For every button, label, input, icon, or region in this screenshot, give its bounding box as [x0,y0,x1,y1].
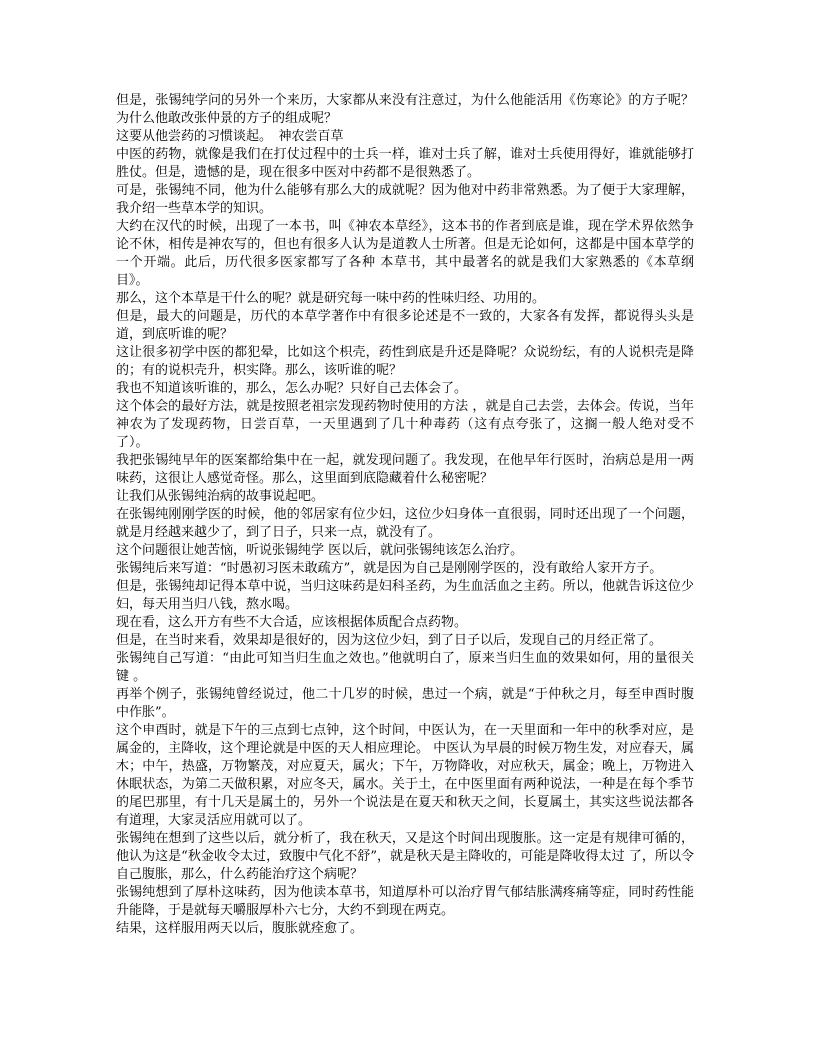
paragraph: 这个申酉时，就是下午的三点到七点钟，这个时间，中医认为，在一天里面和一年中的秋季对应，是属金的，主降收，这个理论就是中医的天人相应理论。 中医认为早晨的时候万物生发，对应春天，属木；中午，热盛，万物繁茂，对应夏天，属火；下午，万物降收，对应秋天，属金；晚上，万物进入休眠状态，为第二天做积累，对应冬天，属水。关于土，在中医里面有两种说法，一种是在每个季节的尾巴那里，有十几天是属土的，另外一个说法是在夏天和秋天之间，长夏属土，其实这些说法都各有道理，大家灵活应用就可以了。 [116,723,694,828]
paragraph: 这要从他尝药的习惯谈起。 神农尝百草 [116,129,344,144]
paragraph: 但是，张锡纯学问的另外一个来历，大家都从来没有注意过，为什么他能活用《伤寒论》的方子呢？为什么他敢改张仲景的方子的组成呢？ [116,93,694,126]
paragraph: 在张锡纯刚刚学医的时候，他的邻居家有位少妇，这位少妇身体一直很弱，同时还出现了一个问题，就是月经越来越少了，到了日子，只来一点，就没有了。 [116,507,694,540]
paragraph: 张锡纯想到了厚朴这味药，因为他读本草书，知道厚朴可以治疗胃气郁结胀满疼痛等症，同时药性能升能降，于是就每天嚼服厚朴六七分，大约不到现在两克。 [116,885,694,918]
paragraph: 这个问题很让她苦恼，听说张锡纯学 医以后，就问张锡纯该怎么治疗。 [116,543,524,558]
paragraph: 大约在汉代的时候，出现了一本书，叫《神农本草经》，这本书的作者到底是谁，现在学术界依然争论不休，相传是神农写的，但也有很多人认为是道教人士所著。但是无论如何，这都是中国本草学的一个开端。此后，历代很多医家都写了各种 本草书，其中最著名的就是我们大家熟悉的《本草纲目》。 [116,219,694,288]
paragraph: 那么，这个本草是干什么的呢？就是研究每一味中药的性味归经、功用的。 [116,291,546,306]
paragraph: 这个体会的最好方法，就是按照老祖宗发现药物时使用的方法 ，就是自己去尝，去体会。传说，当年神农为了发现药物，日尝百草，一天里遇到了几十种毒药（这有点夸张了，这搁一般人绝对受不了）。 [116,399,694,450]
paragraph: 我把张锡纯早年的医案都给集中在一起，就发现问题了。我发现，在他早年行医时，治病总是用一两味药，这很让人感觉奇怪。那么，这里面到底隐藏着什么秘密呢？ [116,453,694,486]
paragraph: 但是，在当时来看，效果却是很好的，因为这位少妇，到了日子以后，发现自己的月经正常了。 [116,633,663,648]
paragraph: 但是，张锡纯却记得本草中说，当归这味药是妇科圣药，为生血活血之主药。所以，他就告诉这位少妇，每天用当归八钱，熬水喝。 [116,579,694,612]
paragraph: 张锡纯自己写道：“由此可知当归生血之效也。”他就明白了，原来当归生血的效果如何，用的量很关键 。 [116,651,694,684]
paragraph: 再举个例子，张锡纯曾经说过，他二十几岁的时候，患过一个病，就是“于仲秋之月，每至申酉时腹中作胀”。 [116,687,694,720]
paragraph: 张锡纯在想到了这些以后，就分析了，我在秋天，又是这个时间出现腹胀。这一定是有规律可循的，他认为这是“秋金收令太过，致腹中气化不舒”，就是秋天是主降收的，可能是降收得太过 了，所以令自己腹胀，那么，什么药能治疗这个病呢？ [116,831,694,882]
paragraph: 可是，张锡纯不同，他为什么能够有那么大的成就呢？因为他对中药非常熟悉。为了便于大家理解，我介绍一些草本学的知识。 [116,183,694,216]
paragraph: 现在看，这么开方有些不大合适，应该根据体质配合点药物。 [116,615,468,630]
paragraph: 但是，最大的问题是，历代的本草学著作中有很多论述是不一致的，大家各有发挥，都说得头头是道，到底听谁的呢？ [116,309,694,342]
paragraph: 我也不知道该听谁的，那么，怎么办呢？只好自己去体会了。 [116,381,468,396]
paragraph: 让我们从张锡纯治病的故事说起吧。 [116,489,325,504]
paragraph: 这让很多初学中医的都犯晕，比如这个枳壳，药性到底是升还是降呢？众说纷纭，有的人说枳壳是降的；有的说枳壳升，枳实降。那么，该听谁的呢？ [116,345,694,378]
paragraph: 结果，这样服用两天以后，腹胀就痊愈了。 [116,921,364,936]
paragraph: 张锡纯后来写道：“时愚初习医未敢疏方”，就是因为自己是刚刚学医的，没有敢给人家开方子。 [116,561,663,576]
paragraph: 中医的药物，就像是我们在打仗过程中的士兵一样，谁对士兵了解，谁对士兵使用得好，谁就能够打胜仗。但是，遗憾的是，现在很多中医对中药都不是很熟悉了。 [116,147,694,180]
document-body [116,92,694,938]
